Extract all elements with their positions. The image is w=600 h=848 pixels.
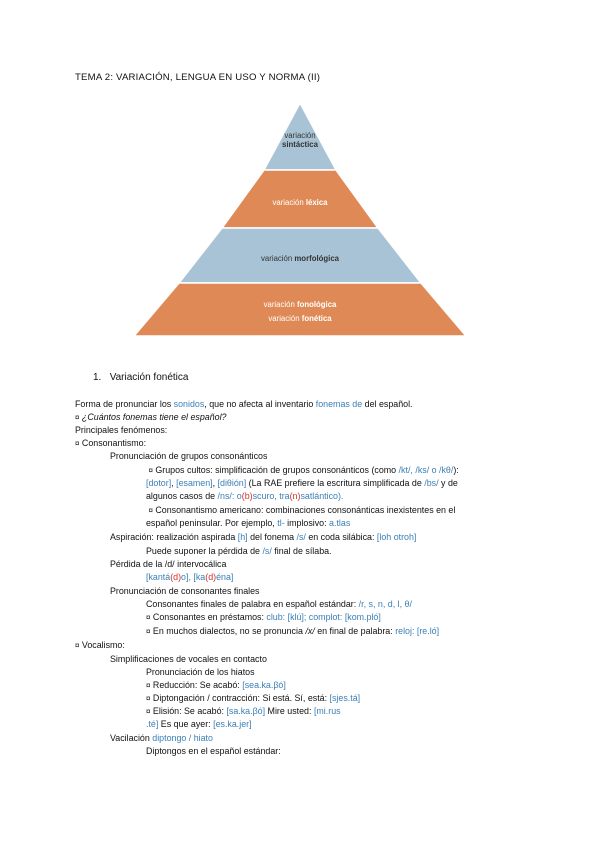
body-paragraph: ¤ Grupos cultos: simplificación de grupos consonánticos (como /kt/, /ks/ o /kθ/):: [148, 465, 459, 475]
body-line: Forma de pronunciar los sonidos, que no afecta al inventario fonemas de del español.: [75, 399, 413, 409]
body-line: Consonantes finales de palabra en español estándar: /r, s, n, d, l, θ/: [146, 599, 412, 609]
body-line: Simplificaciones de vocales en contacto: [110, 654, 267, 664]
body-line: Principales fenómenos:: [75, 425, 168, 435]
body-line: Pérdida de la /d/ intervocálica: [110, 559, 227, 569]
body-line: Puede suponer la pérdida de /s/ final de sílaba.: [146, 546, 332, 556]
body-line: Diptongos en el español estándar:: [146, 746, 281, 756]
body-line: Pronunciación de los hiatos: [146, 667, 255, 677]
body-line: ¤ Elisión: Se acabó: [sa.ka.βó] Mire usted: [mi.rus: [146, 706, 341, 716]
body-line: [kantá(d)o], [ka(d)éna]: [146, 572, 234, 582]
body-line: ¤ Reducción: Se acabó: [sea.ka.βó]: [146, 680, 286, 690]
pyramid-label-3: variación morfológica: [261, 254, 339, 263]
section-heading: 1. Variación fonética: [93, 372, 189, 383]
pyramid-label-4: variación fonológica variación fonética: [263, 300, 337, 323]
body-line: ¤ Consonantismo americano: combinaciones consonánticas inexistentes en el: [148, 505, 456, 515]
body-line: Aspiración: realización aspirada [h] del fonema /s/ en coda silábica: [loh otroh]: [110, 532, 417, 542]
body-line: .té] Es que ayer: [es.ka.jer]: [146, 719, 252, 729]
body-line: Vacilación diptongo / hiato: [110, 733, 213, 743]
body-line: algunos casos de /ns/: o(b)scuro, tra(n)satlántico).: [146, 491, 344, 501]
body-line: Pronunciación de grupos consonánticos: [110, 451, 268, 461]
body-line: [dotor], [esamen], [diθión] (La RAE prefiere la escritura simplificada de /bs/ y de: [146, 478, 458, 488]
body-line: Pronunciación de consonantes finales: [110, 586, 260, 596]
body-line: español peninsular. Por ejemplo, tl- implosivo: a.tlas: [146, 518, 351, 528]
body-line: ¤ En muchos dialectos, no se pronuncia /x/ en final de palabra: reloj: [re.ló]: [146, 626, 440, 636]
body-line: ¤ Diptongación / contracción: Si está. Sí, está: [sjes.tá]: [146, 693, 361, 703]
page-title: TEMA 2: VARIACIÓN, LENGUA EN USO Y NORMA (II): [75, 72, 321, 83]
body-line: ¤ ¿Cuántos fonemas tiene el español?: [75, 412, 227, 422]
pyramid-label-1: variación sintáctica: [282, 131, 318, 149]
pyramid-label-2: variación léxica: [272, 198, 328, 207]
body-line: ¤ Vocalismo:: [75, 640, 125, 650]
body-line: ¤ Consonantismo:: [75, 438, 147, 448]
body-line: ¤ Consonantes en préstamos: club: [klú]; complot: [kom.pló]: [146, 612, 381, 622]
